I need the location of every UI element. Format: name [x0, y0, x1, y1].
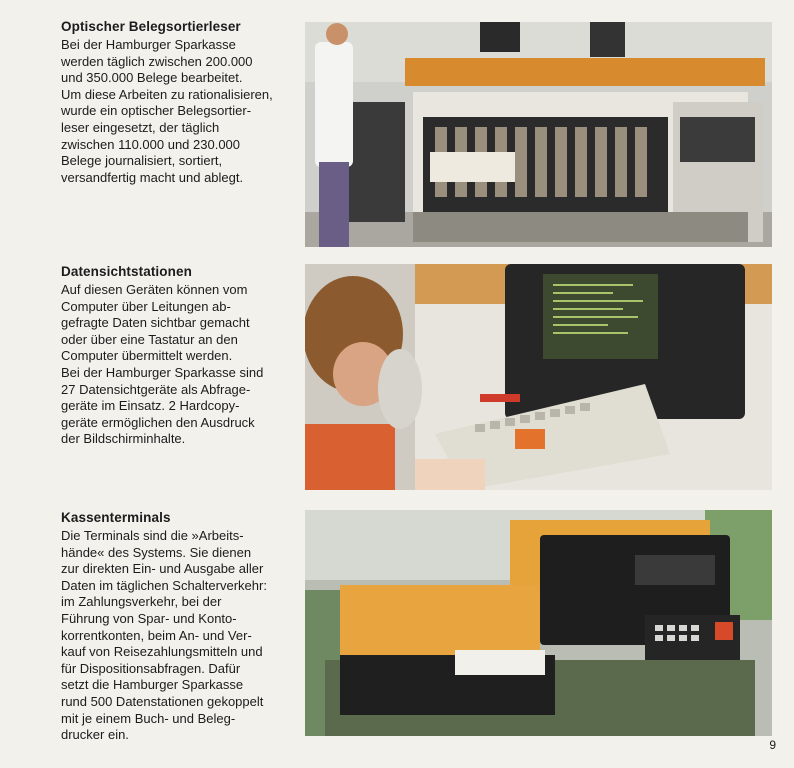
body-line: geräte ermöglichen den Ausdruck — [61, 414, 255, 430]
body-line: für Dispositionsabfragen. Dafür — [61, 660, 241, 676]
body-line: Computer über Leitungen ab- — [61, 298, 231, 314]
section-heading: Kassenterminals — [61, 510, 171, 525]
body-line: leser eingesetzt, der täglich — [61, 119, 220, 135]
section-text — [61, 510, 297, 744]
body-line: im Zahlungsverkehr, bei der — [61, 594, 222, 610]
body-line: oder über eine Tastatur an den — [61, 331, 238, 347]
body-line: Die Terminals sind die »Arbeits- — [61, 528, 244, 543]
body-line: zwischen 110.000 und 230.000 — [61, 136, 241, 152]
body-line: korrentkonten, beim An- und Ver- — [61, 627, 252, 643]
body-line: der Bildschirminhalte. — [61, 431, 186, 447]
body-line: versandfertig macht und ablegt. — [61, 169, 244, 185]
body-line: Bei der Hamburger Sparkasse — [61, 37, 236, 52]
body-line: Daten im täglichen Schalterverkehr: — [61, 577, 267, 593]
photo-datensichtstation — [305, 264, 772, 490]
section-heading: Optischer Belegsortierleser — [61, 19, 241, 34]
page-number: 9 — [769, 738, 776, 752]
body-line: drucker ein. — [61, 727, 129, 743]
photo-kassenterminals — [305, 510, 772, 736]
body-line: Um diese Arbeiten zu rationalisieren, — [61, 86, 273, 102]
body-line: zur direkten Ein- und Ausgabe aller — [61, 561, 264, 577]
body-line: 27 Datensichtgeräte als Abfrage- — [61, 381, 251, 397]
section-heading: Datensichtstationen — [61, 264, 192, 279]
photo-belegsortierleser — [305, 22, 772, 247]
body-line: kauf von Reisezahlungsmitteln und — [61, 644, 263, 660]
body-line: gefragte Daten sichtbar gemacht — [61, 315, 250, 331]
body-line: mit je einem Buch- und Beleg- — [61, 710, 236, 726]
body-line: werden täglich zwischen 200.000 — [61, 53, 253, 69]
body-line: hände« des Systems. Sie dienen — [61, 544, 252, 560]
body-line: geräte im Einsatz. 2 Hardcopy- — [61, 398, 240, 414]
body-line: Bei der Hamburger Sparkasse sind — [61, 364, 264, 380]
body-line: Auf diesen Geräten können vom — [61, 282, 248, 297]
body-line: rund 500 Datenstationen gekoppelt — [61, 693, 264, 709]
body-line: Belege journalisiert, sortiert, — [61, 153, 223, 169]
body-line: setzt die Hamburger Sparkasse — [61, 677, 244, 693]
body-line: und 350.000 Belege bearbeitet. — [61, 70, 243, 86]
section-text — [61, 19, 297, 186]
section-text — [61, 264, 297, 448]
body-line: Führung von Spar- und Konto- — [61, 610, 237, 626]
body-line: wurde ein optischer Belegsortier- — [61, 103, 252, 119]
body-line: Computer übermittelt werden. — [61, 348, 233, 364]
